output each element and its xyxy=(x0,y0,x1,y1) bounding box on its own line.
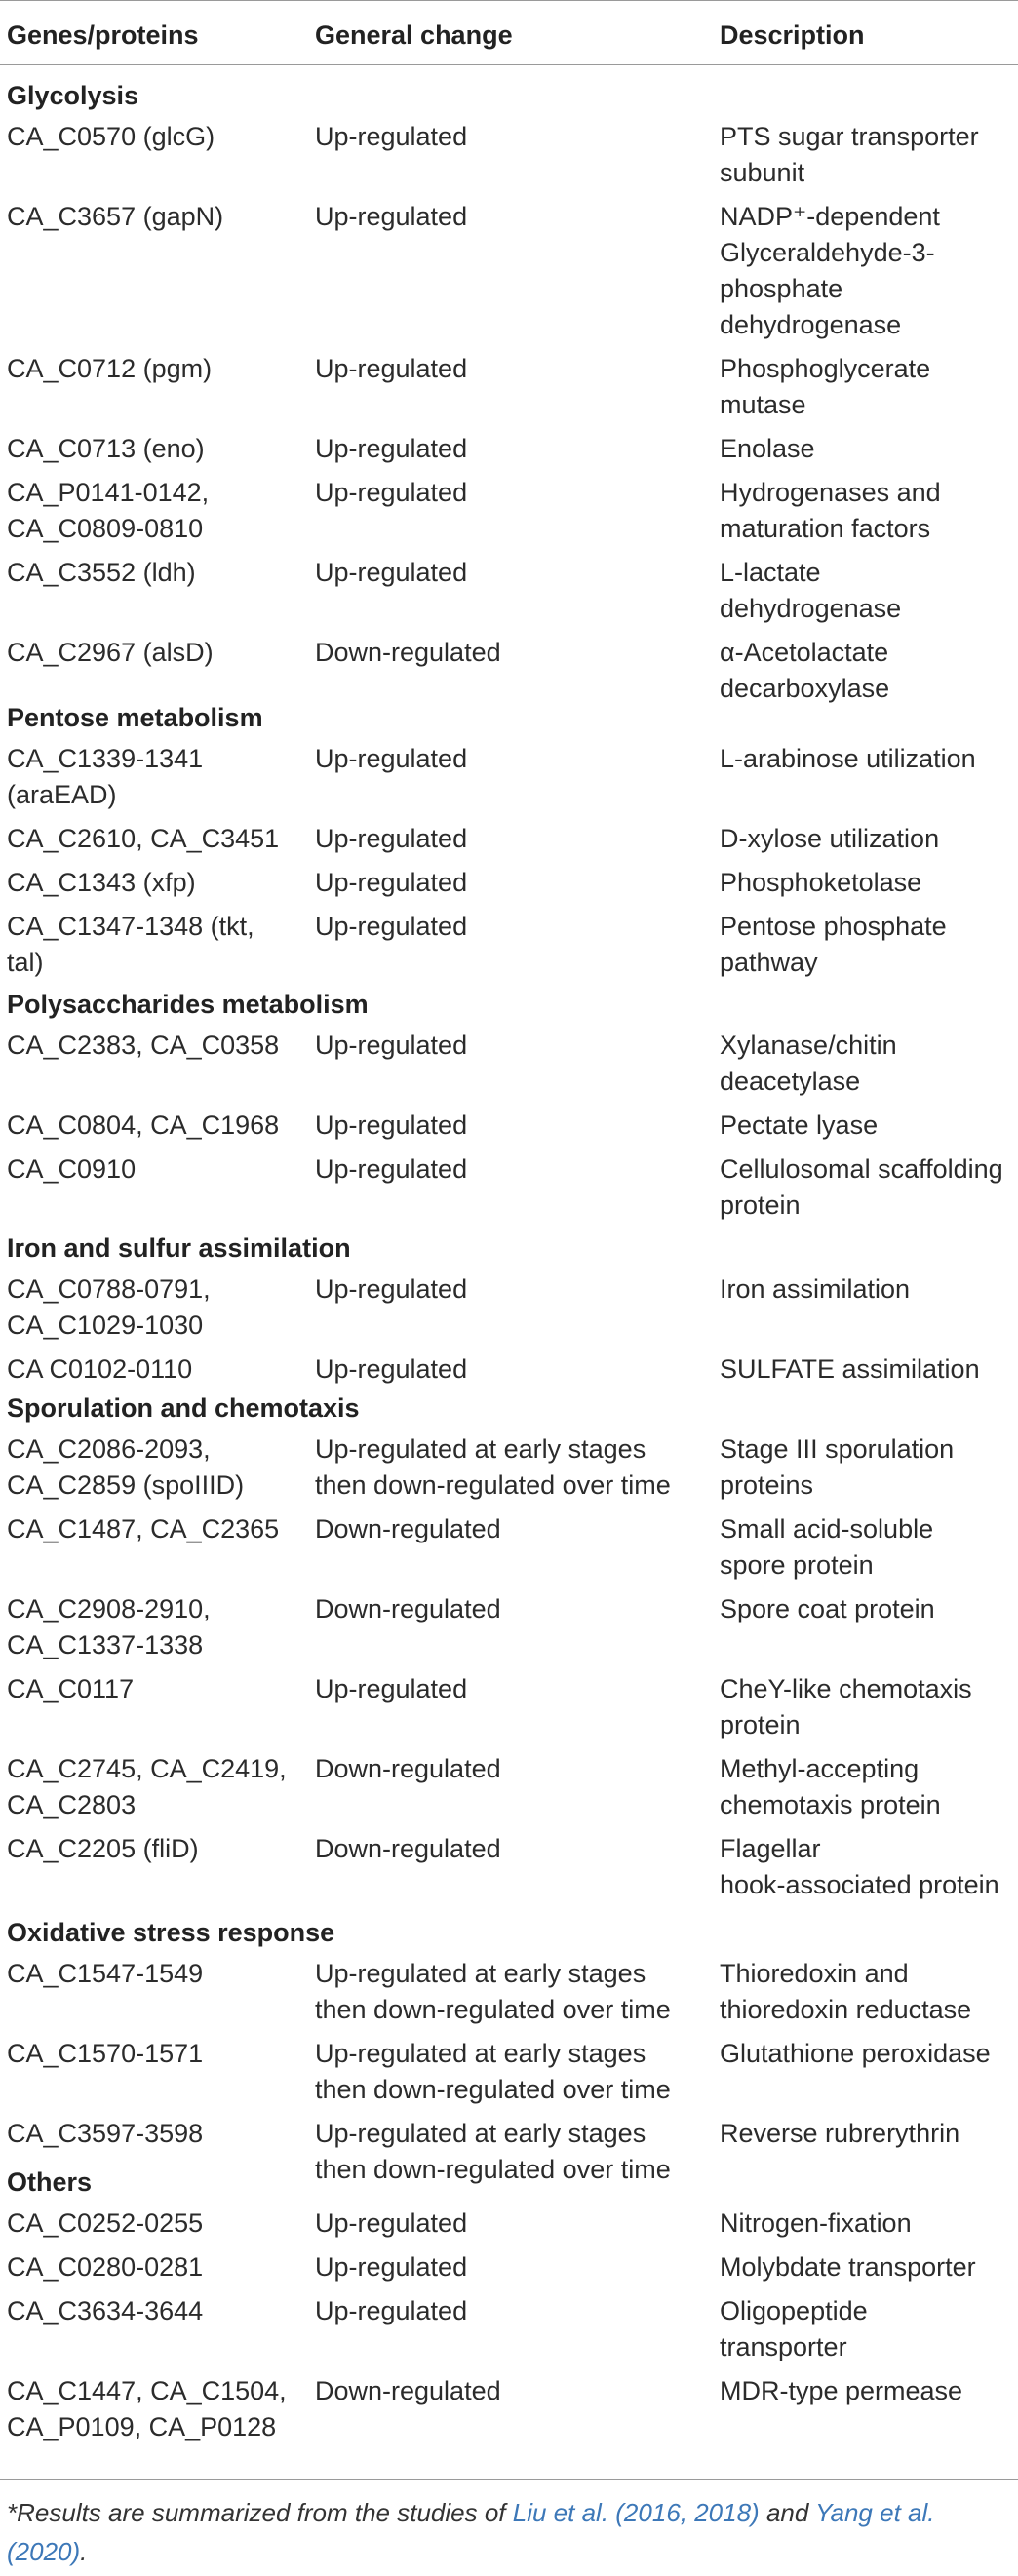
change-cell: Up-regulated xyxy=(315,1274,468,1304)
description-cell: Pentose phosphate xyxy=(720,912,947,941)
change-cell: Up-regulated xyxy=(315,478,468,507)
description-cell: Thioredoxin and xyxy=(720,1959,909,1988)
description-cell: Oligopeptide xyxy=(720,2296,868,2325)
description-cell: Phosphoglycerate xyxy=(720,354,931,383)
top-rule xyxy=(0,0,1018,1)
description-cell: maturation factors xyxy=(720,514,931,543)
description-cell: CheY-like chemotaxis xyxy=(720,1674,972,1703)
description-cell: PTS sugar transporter xyxy=(720,122,979,151)
section-title: Polysaccharides metabolism xyxy=(7,990,369,1019)
gene-cell: (araEAD) xyxy=(7,780,117,809)
gene-cell: CA_C0713 (eno) xyxy=(7,434,205,463)
description-cell: thioredoxin reductase xyxy=(720,1995,972,2024)
gene-cell: CA_C0804, CA_C1968 xyxy=(7,1111,280,1140)
description-cell: hook-associated protein xyxy=(720,1870,999,1899)
gene-cell: CA_C2967 (alsD) xyxy=(7,638,214,667)
change-cell: Up-regulated at early stages xyxy=(315,2039,646,2068)
gene-cell: CA_C3597-3598 xyxy=(7,2119,204,2148)
gene-cell: CA_C2205 (fliD) xyxy=(7,1834,199,1863)
gene-cell: CA_C2908-2910, xyxy=(7,1594,211,1623)
description-cell: Flagellar xyxy=(720,1834,821,1863)
description-cell: Glyceraldehyde-3- xyxy=(720,238,935,267)
change-cell: Up-regulated at early stages xyxy=(315,1434,646,1464)
change-cell: Down-regulated xyxy=(315,638,501,667)
description-cell: Small acid-soluble xyxy=(720,1514,934,1543)
gene-cell: CA_C2745, CA_C2419, xyxy=(7,1754,287,1783)
description-cell: Enolase xyxy=(720,434,815,463)
change-cell: Up-regulated xyxy=(315,1674,468,1703)
footnote-mid: and xyxy=(759,2498,816,2527)
change-cell: Up-regulated xyxy=(315,1111,468,1140)
description-cell: decarboxylase xyxy=(720,674,890,703)
description-cell: Cellulosomal scaffolding xyxy=(720,1154,1003,1184)
bottom-rule xyxy=(0,2479,1018,2480)
description-cell: deacetylase xyxy=(720,1067,861,1096)
description-cell: Reverse rubrerythrin xyxy=(720,2119,960,2148)
description-cell: Stage III sporulation xyxy=(720,1434,955,1464)
header-change: General change xyxy=(315,20,513,50)
change-cell: then down-regulated over time xyxy=(315,2075,671,2104)
description-cell: chemotaxis protein xyxy=(720,1790,941,1819)
description-cell: phosphate xyxy=(720,274,843,303)
description-cell: Phosphoketolase xyxy=(720,868,922,897)
change-cell: Down-regulated xyxy=(315,1754,501,1783)
description-cell: D-xylose utilization xyxy=(720,824,940,853)
table-footnote xyxy=(7,2493,1011,2571)
change-cell: Up-regulated xyxy=(315,824,468,853)
description-cell: subunit xyxy=(720,158,805,187)
gene-cell: CA_C1547-1549 xyxy=(7,1959,204,1988)
description-cell: Hydrogenases and xyxy=(720,478,941,507)
gene-cell: CA_C3634-3644 xyxy=(7,2296,204,2325)
description-cell: Xylanase/chitin xyxy=(720,1031,897,1060)
change-cell: Up-regulated xyxy=(315,912,468,941)
change-cell: Up-regulated xyxy=(315,868,468,897)
header-genes: Genes/proteins xyxy=(7,20,199,50)
change-cell: then down-regulated over time xyxy=(315,2155,671,2184)
change-cell: Down-regulated xyxy=(315,1514,501,1543)
gene-cell: CA_C2859 (spoIIID) xyxy=(7,1470,245,1500)
change-cell: Up-regulated at early stages xyxy=(315,2119,646,2148)
gene-cell: CA_C3657 (gapN) xyxy=(7,202,224,231)
change-cell: Down-regulated xyxy=(315,2376,501,2405)
description-cell: Pectate lyase xyxy=(720,1111,879,1140)
gene-cell: CA C0102-0110 xyxy=(7,1354,193,1384)
description-cell: dehydrogenase xyxy=(720,310,902,339)
footnote-prefix: *Results are summarized from the studies of xyxy=(7,2498,513,2527)
description-cell: L-arabinose utilization xyxy=(720,744,976,773)
change-cell: Up-regulated xyxy=(315,202,468,231)
change-cell: Up-regulated xyxy=(315,2296,468,2325)
footnote-ref-liu[interactable]: Liu et al. (2016, 2018) xyxy=(512,2498,760,2527)
section-title: Pentose metabolism xyxy=(7,703,263,732)
gene-cell: CA_C2086-2093, xyxy=(7,1434,211,1464)
gene-cell: CA_C0712 (pgm) xyxy=(7,354,213,383)
change-cell: Up-regulated xyxy=(315,434,468,463)
gene-cell: CA_P0109, CA_P0128 xyxy=(7,2412,277,2441)
description-cell: Nitrogen-fixation xyxy=(720,2208,912,2238)
change-cell: Up-regulated xyxy=(315,1354,468,1384)
gene-cell: CA_C1029-1030 xyxy=(7,1310,204,1340)
header-description: Description xyxy=(720,20,865,50)
change-cell: Down-regulated xyxy=(315,1594,501,1623)
gene-cell: CA_C0809-0810 xyxy=(7,514,204,543)
description-cell: α-Acetolactate xyxy=(720,638,889,667)
gene-cell: CA_C1487, CA_C2365 xyxy=(7,1514,280,1543)
description-cell: dehydrogenase xyxy=(720,594,902,623)
change-cell: Up-regulated xyxy=(315,2208,468,2238)
description-cell: MDR-type permease xyxy=(720,2376,963,2405)
gene-cell: CA_C1347-1348 (tkt, xyxy=(7,912,254,941)
change-cell: Up-regulated xyxy=(315,1031,468,1060)
gene-cell: CA_C1343 (xfp) xyxy=(7,868,196,897)
change-cell: Up-regulated xyxy=(315,122,468,151)
description-cell: Glutathione peroxidase xyxy=(720,2039,991,2068)
change-cell: Down-regulated xyxy=(315,1834,501,1863)
gene-cell: CA_C1339-1341 xyxy=(7,744,204,773)
description-cell: SULFATE assimilation xyxy=(720,1354,980,1384)
footnote-ref-yang[interactable]: Yang et al. (2020) xyxy=(7,2498,935,2566)
description-cell: proteins xyxy=(720,1470,814,1500)
description-cell: Iron assimilation xyxy=(720,1274,911,1304)
gene-cell: CA_P0141-0142, xyxy=(7,478,210,507)
description-cell: Molybdate transporter xyxy=(720,2252,976,2282)
gene-cell: CA_C0280-0281 xyxy=(7,2252,204,2282)
change-cell: Up-regulated xyxy=(315,354,468,383)
description-cell: Spore coat protein xyxy=(720,1594,935,1623)
description-cell: protein xyxy=(720,1710,801,1739)
description-cell: protein xyxy=(720,1190,801,1220)
section-title: Iron and sulfur assimilation xyxy=(7,1233,351,1263)
section-title: Glycolysis xyxy=(7,81,139,110)
gene-cell: CA_C0252-0255 xyxy=(7,2208,204,2238)
gene-cell: CA_C1337-1338 xyxy=(7,1630,204,1659)
gene-cell: CA_C1447, CA_C1504, xyxy=(7,2376,287,2405)
description-cell: NADP⁺-dependent xyxy=(720,202,940,231)
gene-cell: CA_C0570 (glcG) xyxy=(7,122,215,151)
change-cell: Up-regulated xyxy=(315,558,468,587)
change-cell: Up-regulated xyxy=(315,744,468,773)
gene-cell: tal) xyxy=(7,948,44,977)
change-cell: then down-regulated over time xyxy=(315,1470,671,1500)
gene-cell: CA_C2383, CA_C0358 xyxy=(7,1031,280,1060)
change-cell: then down-regulated over time xyxy=(315,1995,671,2024)
description-cell: Methyl-accepting xyxy=(720,1754,920,1783)
gene-cell: CA_C0117 xyxy=(7,1674,135,1703)
change-cell: Up-regulated xyxy=(315,2252,468,2282)
description-cell: L-lactate xyxy=(720,558,821,587)
section-title: Oxidative stress response xyxy=(7,1918,335,1947)
gene-cell: CA_C0788-0791, xyxy=(7,1274,211,1304)
gene-cell: CA_C3552 (ldh) xyxy=(7,558,196,587)
description-cell: mutase xyxy=(720,390,806,419)
gene-cell: CA_C1570-1571 xyxy=(7,2039,204,2068)
description-cell: pathway xyxy=(720,948,818,977)
change-cell: Up-regulated xyxy=(315,1154,468,1184)
section-title: Sporulation and chemotaxis xyxy=(7,1393,360,1423)
gene-cell: CA_C2610, CA_C3451 xyxy=(7,824,280,853)
section-title: Others xyxy=(7,2167,93,2197)
change-cell: Up-regulated at early stages xyxy=(315,1959,646,1988)
description-cell: transporter xyxy=(720,2332,847,2361)
header-rule xyxy=(0,64,1018,65)
description-cell: spore protein xyxy=(720,1550,874,1580)
gene-cell: CA_C2803 xyxy=(7,1790,137,1819)
gene-cell: CA_C0910 xyxy=(7,1154,137,1184)
footnote-suffix: . xyxy=(80,2537,88,2566)
